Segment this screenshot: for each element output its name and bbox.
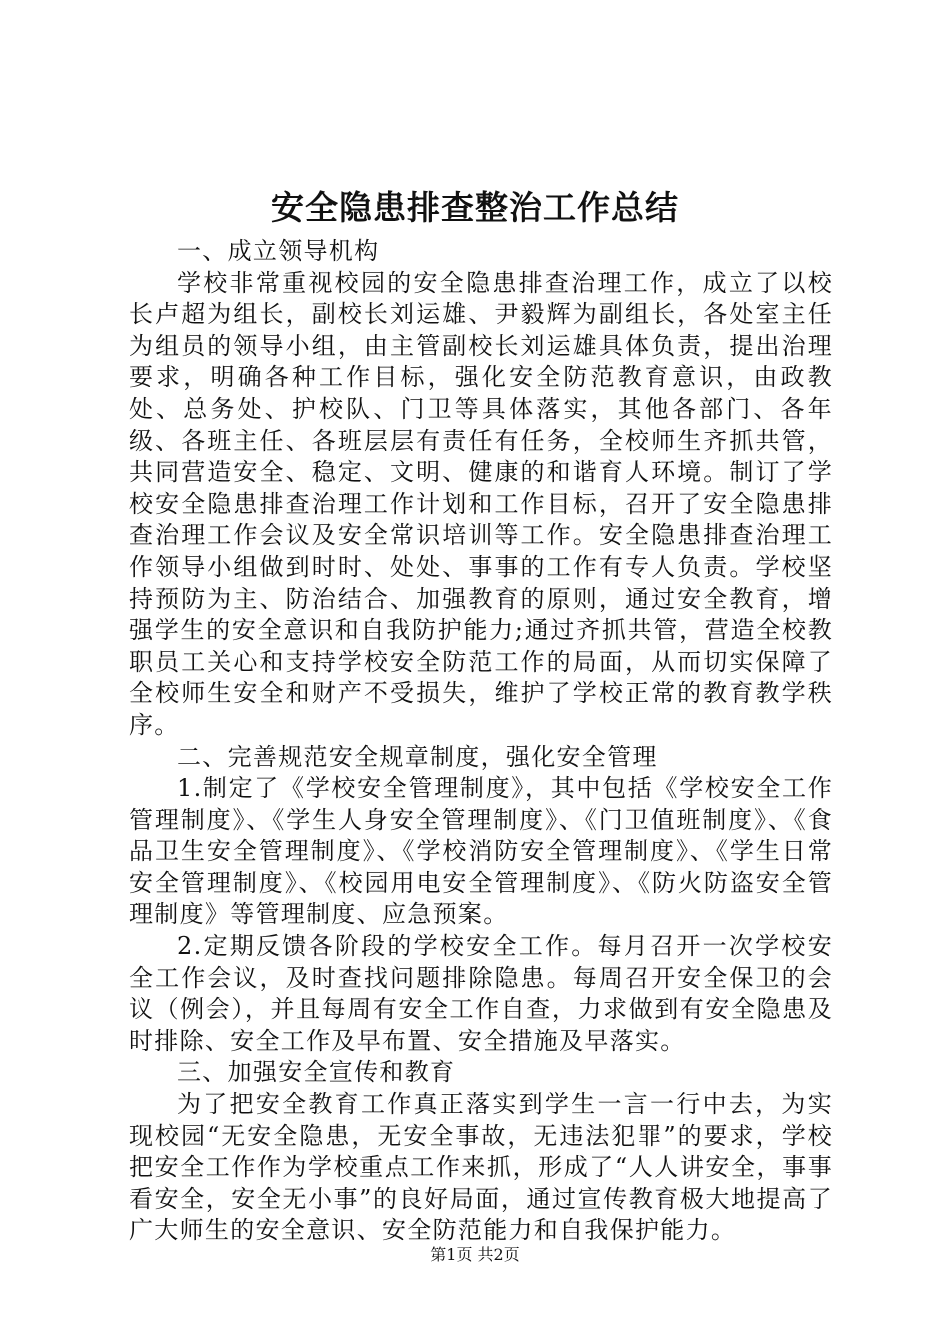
body-paragraph-2: 1.制定了《学校安全管理制度》，其中包括《学校安全工作管理制度》、《学生人身安全管理制度》、《门卫值班制度》、《食品卫生安全管理制度》、《学校消防安全管理制度》、《学生日常安全管理制度》、《校园用电安全管理制度》、《防火防盗安全管理制度》等管理制度、应急预案。 <box>129 774 833 929</box>
body-paragraph-3: 2.定期反馈各阶段的学校安全工作。每月召开一次学校安全工作会议，及时查找问题排除隐患。每周召开安全保卫的会议（例会），并且每周有安全工作自查，力求做到有安全隐患及时排除、安全工作及早布置、安全措施及早落实。 <box>129 932 833 1055</box>
document-title: 安全隐患排查整治工作总结 <box>271 188 679 227</box>
page-number-footer: 第1页 共2页 <box>430 1245 520 1264</box>
body-paragraph-4: 为了把安全教育工作真正落实到学生一言一行中去，为实现校园“无安全隐患，无安全事故，无违法犯罪”的要求，学校把安全工作作为学校重点工作来抓，形成了“人人讲安全，事事看安全，安全无小事”的良好局面，通过宣传教育极大地提高了广大师生的安全意识、安全防范能力和自我保护能力。 <box>129 1090 833 1245</box>
section-heading-1: 一、成立领导机构 <box>177 237 380 265</box>
document-body <box>129 236 833 1247</box>
section-heading-3: 三、加强安全宣传和教育 <box>177 1058 456 1087</box>
body-paragraph-1: 学校非常重视校园的安全隐患排查治理工作，成立了以校长卢超为组长，副校长刘运雄、尹毅辉为副组长，各处室主任为组员的领导小组，由主管副校长刘运雄具体负责，提出治理要求，明确各种工作目标，强化安全防范教育意识，由政教处、总务处、护校队、门卫等具体落实，其他各部门、各年级、各班主任、各班层层有责任有任务，全校师生齐抓共管，共同营造安全、稳定、文明、健康的和谐育人环境。制订了学校安全隐患排查治理工作计划和工作目标，召开了安全隐患排查治理工作会议及安全常识培训等工作。安全隐患排查治理工作领导小组做到时时、处处、事事的工作有专人负责。学校坚持预防为主、防治结合、加强教育的原则，通过安全教育，增强学生的安全意识和自我防护能力;通过齐抓共管，营造全校教职员工关心和支持学校安全防范工作的局面，从而切实保障了全校师生安全和财产不受损失，维护了学校正常的教育教学秩序。 <box>129 268 833 739</box>
section-heading-2: 二、完善规范安全规章制度，强化安全管理 <box>177 742 658 771</box>
